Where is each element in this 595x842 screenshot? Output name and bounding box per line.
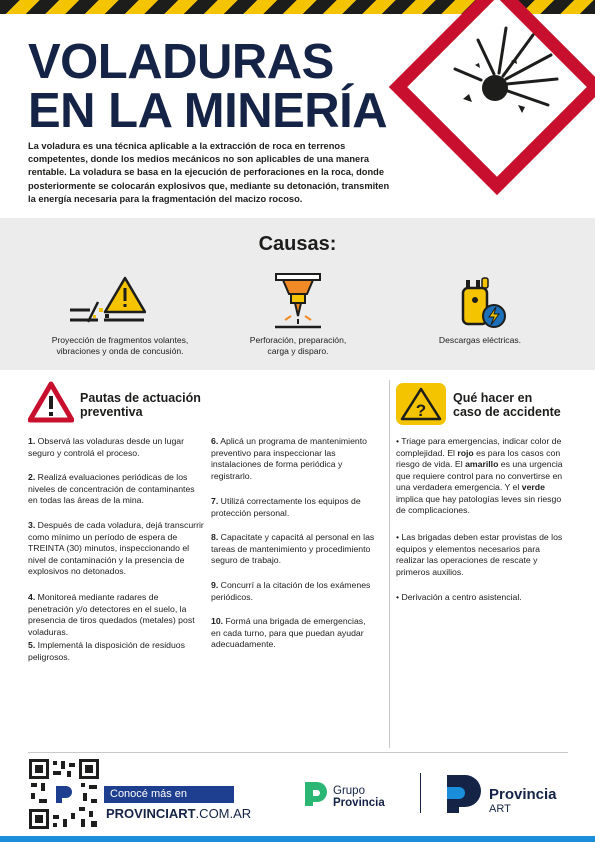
preventive-item-9: 9. Concurrí a la citación de los exámenes periódicos.	[211, 580, 371, 602]
qr-code[interactable]	[29, 759, 99, 829]
column-divider	[389, 380, 390, 748]
bottom-bar	[0, 836, 595, 842]
preventive-item-4: 4. Monitoreá mediante radares de penetración y/o detectores en el suelo, la presencia de tiros quedados (metales) post voladuras.	[28, 592, 195, 637]
electric-discharge-icon	[460, 276, 508, 332]
accident-brigades: • Las brigadas deben estar provistas de los equipos y elementos necesarios para realizar las operaciones de rescate y primeros auxilios.	[396, 532, 563, 577]
provincia-art-name: Provincia	[489, 786, 557, 803]
svg-text:?: ?	[415, 401, 427, 420]
question-sign-icon	[396, 383, 446, 425]
preventive-item-5: 5. Implementá la disposición de residuos peligrosos.	[28, 640, 185, 662]
explosive-hazard-icon	[383, 0, 595, 201]
grupo-provincia-name: Grupo Provincia	[333, 785, 385, 809]
accident-derivation: • Derivación a centro asistencial.	[396, 592, 522, 602]
preventive-item-2: 2. Realizá evaluaciones periódicas de los niveles de concentración de contaminantes en todas las áreas de la mina.	[28, 472, 195, 505]
footer-divider	[28, 752, 568, 753]
page-title	[28, 35, 388, 138]
cause-caption-3: Descargas eléctricas.	[438, 335, 522, 345]
logo-separator	[420, 773, 421, 813]
preventive-item-6: 6. Aplicá un programa de mantenimiento preventivo para inspeccionar las instalaciones de forma periódica y registrarlo.	[211, 436, 367, 481]
drill-icon	[271, 272, 325, 330]
intro-paragraph: La voladura es una técnica aplicable a la extracción de roca en terrenos competentes, donde los medios mecánicos no son aplicables de una manera rentable. La voladura se basa en la ejecución de perforaciones en la roca, donde posteriormente se colocarán explosivos que, mediante su detonación, transmiten la energía necesaria para la fragmentación del macizo rocoso.	[28, 141, 390, 204]
cause-caption-2: Perforación, preparación, carga y disparo.	[249, 335, 347, 356]
preventive-item-3: 3. Después de cada voladura, dejá transcurrir como mínimo un período de espera de TREINTA (30) minutos, inspeccionando el nivel de contaminación y la presencia de explosivos no detonados.	[28, 520, 204, 576]
website-link[interactable]: PROVINCIART.COM.AR	[106, 806, 252, 821]
provincia-art-logo	[445, 773, 483, 813]
warning-triangle-icon	[28, 381, 74, 423]
causes-section	[0, 218, 595, 370]
causes-title: Causas:	[258, 233, 337, 255]
preventive-item-8: 8. Capacitate y capacitá al personal en las tareas de mantenimiento y procedimiento seguro de trabajo.	[211, 532, 375, 565]
preventive-heading: Pautas de actuación preventiva	[80, 391, 201, 419]
grupo-provincia-logo	[303, 780, 329, 808]
title-line-2: EN LA MINERÍA	[28, 84, 388, 138]
accident-triage: • Triage para emergencias, indicar color de complejidad. El rojo es para los casos con riesgo de vida. El amarillo es una urgencia que requiere control para no convertirse en una verdadera emergencia. Y el verde implica que hay patologías leves sin riesgo de complicaciones.	[396, 436, 563, 515]
accident-heading: Qué hacer en caso de accidente	[453, 391, 561, 419]
title-line-1: VOLADURAS	[28, 35, 334, 89]
cause-caption-1: Proyección de fragmentos volantes, vibraciones y onda de concusión.	[51, 335, 189, 356]
preventive-item-10: 10. Formá una brigada de emergencias, en cada turno, para que puedan ayudar adecuadamente.	[211, 616, 366, 649]
fragment-projection-icon	[68, 274, 146, 328]
preventive-item-7: 7. Utilizá correctamente los equipos de protección personal.	[211, 496, 361, 518]
provincia-art-sub: ART	[489, 803, 511, 815]
preventive-item-1: 1. Observá las voladuras desde un lugar seguro y controlá el proceso.	[28, 436, 184, 458]
cta-text: Conocé más en	[110, 788, 188, 800]
